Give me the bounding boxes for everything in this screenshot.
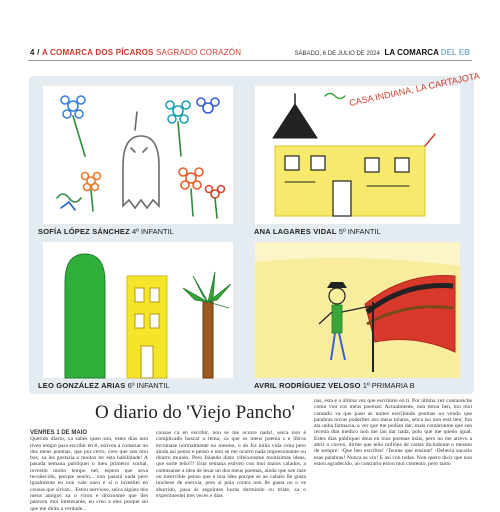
- section-header: [30, 48, 241, 57]
- caption-drawing-4: [254, 381, 415, 390]
- date-line: [294, 48, 470, 57]
- house-drawing-text: CASA INDIANA, LA CARTAJOTA: [348, 70, 481, 108]
- paper-name-main: LA COMARCA: [384, 48, 439, 57]
- artist-name: ANA LAGARES VIDAL: [254, 227, 337, 236]
- caption-drawing-1: [38, 227, 174, 236]
- artist-grade: 4º INFANTIL: [131, 227, 174, 236]
- drawing-house: [255, 70, 481, 224]
- column-3-text: nas, esta é a última vez que escribirei en ti. Por última vez contareiche como vou cos meus poemas: Actualmente, non estou ben, tou moi cansado xa que paso as noites escribindo poemas ou vendo que palabras novas poderlles aos meus tolatos, seica iso non está ben; fun ata unha farmacia, a ver que me podían dar, mais contáronme que sen receita dun médico non me ían dar nada, polo que me quedo igual. Estes días publiquei dous en tous poemas máis, pero no me atrevo a abrir o correo, dirme que teño millóns de cartas dicíndome o mesmo de sempre: -Que ben escribes! -Teume que ensinar! -Debería sacarlo esas palabras! Nunca as vin! E así con todas. Non quero dicir que non estou agradecido, ao contrario estou moi contento, pero tanto: [314, 398, 472, 467]
- paper-name-suffix: DEL EB: [440, 48, 470, 57]
- man-flag-illustration: [255, 242, 460, 378]
- artist-name: LEO GONZÁLEZ ARIAS: [38, 381, 126, 390]
- brand-name: A COMARCA DOS PÍCAROS: [41, 48, 154, 57]
- page-number: 4 /: [30, 48, 40, 57]
- article-column-3: [314, 398, 472, 500]
- drawing-buildings: [43, 242, 233, 378]
- paper-name: [384, 48, 470, 57]
- article-column-1: [30, 430, 148, 512]
- caption-drawing-3: [38, 381, 170, 390]
- section-name: SAGRADO CORAZÓN: [156, 48, 242, 57]
- artist-grade: 1º PRIMARIA B: [362, 381, 415, 390]
- caption-drawing-2: [254, 227, 381, 236]
- buildings-palm-illustration: [43, 242, 233, 378]
- page-header: [0, 0, 500, 58]
- article-title: O diario do 'Viejo Pancho': [95, 402, 295, 423]
- header-rule: [28, 60, 472, 61]
- artist-grade: 5º INFANTIL: [338, 227, 381, 236]
- day-heading: VENRES 1 DE MAIO: [30, 430, 88, 436]
- article-column-2: [156, 430, 306, 500]
- drawings-panel: [29, 70, 481, 394]
- flowers-ghost-illustration: [43, 86, 233, 224]
- artist-grade: 6º INFANTIL: [127, 381, 170, 390]
- house-illustration: [255, 70, 481, 224]
- drawing-flowers: [43, 86, 233, 224]
- issue-date: SÁBADO, 6 DE JULIO DE 2024: [294, 51, 380, 57]
- drawing-flag: [255, 242, 460, 378]
- artist-name: SOFÍA LÓPEZ SÁNCHEZ: [38, 227, 130, 236]
- column-2-text: cousas ca en escribir, non se me ocorre nada!, seica non é complicado buscar o tema, xa que os meus poema s e libros ércomase normalmente no mesmo, o do fra miña vida ceita pero ainda así penso e penso e non se me ocorre nada impresionante ou doutro mundo. Pero falando disto vifeixonsme moitísimas ideas, que sorte teño!!! Esta semana estiven con moi malos calados, a contusanse a idea de lesar un dos meus poemas, ainda que xee raze ou inservible penso que é boa idea porque se ao cabalo lle gusta imchese de enerxía, pero si pola contra non lle gusta ou o ve aburrido, pasa ás seguintes horas durmindo ou triste, xa o experimentei tres veces e dias: [156, 430, 306, 499]
- column-1-text: Querido diario, xa sabes quen son, estes días non tiven tempo para escribir en ti, estiven a comezar un dos meus poemas, que por certo, creo que son moi bos, xa les gustaría a moitos ter esta habilidade! A pasada semana publiquei o meu primeiro xornal, investín moito tempo nel, espero que sexa recoñecido, porque senón... non pasará nada pero igualmente eu non vale ouro e si o investiei en cousas que sirvan... Estou nervioso, seica algúns dos meus amigos xa o viron e díxironme que lles pareceu moi interesante, eu creo a eles porque sei que me dirán a verdade...: [30, 436, 148, 512]
- artist-name: AVRIL RODRÍGUEZ VELOSO: [254, 381, 361, 390]
